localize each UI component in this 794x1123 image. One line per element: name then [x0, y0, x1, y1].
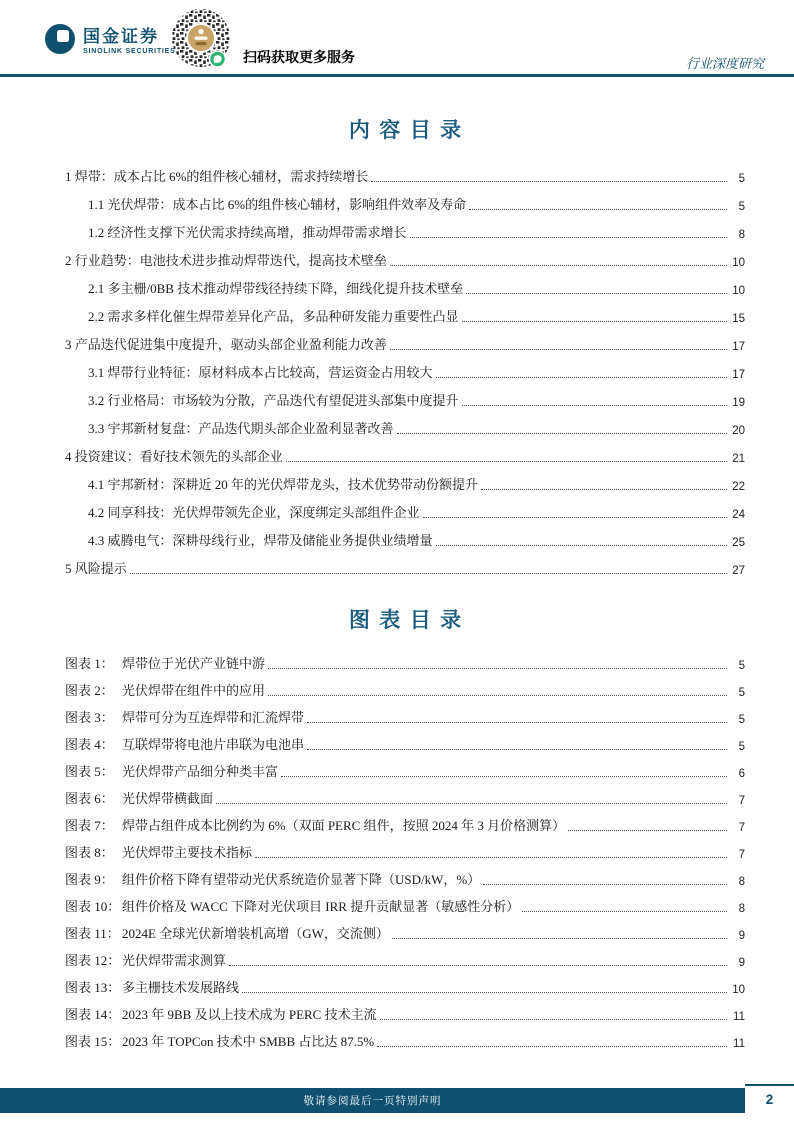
dot-leader — [436, 545, 727, 546]
figure-entry-number: 图表 7： — [65, 818, 114, 833]
dot-leader — [436, 377, 727, 378]
toc-entry[interactable] — [65, 158, 745, 186]
page-number: 2 — [745, 1084, 794, 1113]
figure-entry[interactable] — [65, 727, 745, 754]
dot-leader — [423, 517, 727, 518]
toc-entry-page: 24 — [732, 509, 745, 521]
toc-entry[interactable] — [65, 494, 745, 522]
figure-entry[interactable] — [65, 700, 745, 727]
figure-entry-title: 组件价格及 WACC 下降对光伏项目 IRR 提升贡献显著（敏感性分析） — [122, 899, 520, 914]
dot-leader — [255, 857, 727, 858]
figures-list — [65, 646, 745, 1051]
figure-entry-page: 11 — [733, 1011, 745, 1023]
page-footer — [0, 1084, 794, 1113]
dot-leader — [462, 405, 727, 406]
figure-entry-number: 图表 8： — [65, 845, 114, 860]
toc-entry-page: 10 — [732, 257, 745, 269]
figure-entry[interactable] — [65, 808, 745, 835]
figure-entry-title: 组件价格下降有望带动光伏系统造价显著下降（USD/kW，%） — [122, 872, 481, 887]
figure-entry[interactable] — [65, 943, 745, 970]
figure-entry-title: 光伏焊带横截面 — [122, 791, 214, 806]
sinolink-logo-icon — [44, 23, 76, 55]
figure-entry-number: 图表 12： — [65, 953, 121, 968]
brand-name-en: SINOLINK SECURITIES — [83, 48, 176, 55]
toc-entry[interactable] — [65, 410, 745, 438]
figure-entry-page: 5 — [738, 714, 745, 726]
toc-entry-page: 10 — [732, 285, 745, 297]
dot-leader — [392, 938, 727, 939]
dot-leader — [377, 1046, 727, 1047]
figure-entry[interactable] — [65, 862, 745, 889]
toc-entry-label: 2.1 多主栅/0BB 技术推动焊带线径持续下降，细线化提升技术壁垒 — [88, 281, 464, 296]
toc-entry-label: 2.2 需求多样化催生焊带差异化产品，多品种研发能力重要性凸显 — [88, 309, 459, 324]
figure-entry-title: 光伏焊带需求测算 — [122, 953, 227, 968]
qr-code-icon[interactable] — [171, 5, 233, 76]
figure-entry-title: 多主栅技术发展路线 — [122, 980, 240, 995]
toc-entry[interactable] — [65, 326, 745, 354]
toc-entry-label: 3.3 宇邦新材复盘：产品迭代期头部企业盈利显著改善 — [88, 421, 394, 436]
dot-leader — [268, 695, 727, 696]
page-header — [0, 0, 794, 76]
toc-entry-label: 4 投资建议：看好技术领先的头部企业 — [65, 449, 283, 464]
toc-entry-page: 27 — [732, 565, 745, 577]
figure-entry[interactable] — [65, 997, 745, 1024]
toc-entry-label: 4.1 宇邦新材：深耕近 20 年的光伏焊带龙头，技术优势带动份额提升 — [88, 477, 479, 492]
toc-entry-page: 5 — [738, 201, 745, 213]
figure-entry-page: 6 — [738, 768, 745, 780]
toc-entry-label: 4.3 威腾电气：深耕母线行业，焊带及储能业务提供业绩增量 — [88, 533, 433, 548]
toc-entry[interactable] — [65, 438, 745, 466]
figure-entry-title: 互联焊带将电池片串联为电池串 — [122, 737, 305, 752]
figure-entry-page: 7 — [738, 849, 745, 861]
footer-disclaimer-bar — [0, 1088, 745, 1113]
dot-leader — [390, 349, 727, 350]
toc-entry-label: 3.2 行业格局：市场较为分散，产品迭代有望促进头部集中度提升 — [88, 393, 459, 408]
figure-entry-number: 图表 14： — [65, 1007, 121, 1022]
figure-entry-page: 7 — [738, 795, 745, 807]
toc-entry[interactable] — [65, 298, 745, 326]
toc-entry-label: 2 行业趋势：电池技术进步推动焊带迭代，提高技术壁垒 — [65, 253, 387, 268]
dot-leader — [307, 749, 727, 750]
figure-entry-number: 图表 2： — [65, 683, 114, 698]
figure-entry-title: 2024E 全球光伏新增装机高增（GW，交流侧） — [122, 926, 389, 941]
dot-leader — [281, 776, 727, 777]
toc-entry-label: 4.2 同享科技：光伏焊带领先企业，深度绑定头部组件企业 — [88, 505, 420, 520]
dot-leader — [286, 461, 727, 462]
toc-entry-page: 19 — [732, 397, 745, 409]
figure-entry-number: 图表 4： — [65, 737, 114, 752]
toc-entry-label: 1 焊带：成本占比 6%的组件核心辅材，需求持续增长 — [65, 169, 369, 184]
figure-entry-number: 图表 5： — [65, 764, 114, 779]
figure-entry[interactable] — [65, 916, 745, 943]
figure-entry-page: 5 — [738, 741, 745, 753]
dot-leader — [307, 722, 727, 723]
toc-entry-page: 25 — [732, 537, 745, 549]
figure-entry-number: 图表 3： — [65, 710, 114, 725]
toc-entry-page: 8 — [738, 229, 745, 241]
report-type-label: 行业深度研究 — [685, 56, 764, 71]
qr-caption: 扫码获取更多服务 — [243, 49, 355, 65]
dot-leader — [229, 965, 727, 966]
dot-leader — [469, 209, 727, 210]
figure-entry-page: 8 — [738, 903, 745, 915]
header-divider — [0, 74, 794, 77]
dot-leader — [390, 265, 727, 266]
toc-entry-label: 1.1 光伏焊带：成本占比 6%的组件核心辅材，影响组件效率及寿命 — [88, 197, 467, 212]
toc-entry[interactable] — [65, 242, 745, 270]
figure-entry-title: 2023 年 TOPCon 技术中 SMBB 占比达 87.5% — [122, 1034, 375, 1049]
figure-entry-title: 光伏焊带产品细分种类丰富 — [122, 764, 279, 779]
figure-entry-page: 9 — [738, 930, 745, 942]
toc-entry[interactable] — [65, 382, 745, 410]
dot-leader — [410, 237, 727, 238]
toc-entry[interactable] — [65, 214, 745, 242]
figure-entry-title: 光伏焊带在组件中的应用 — [122, 683, 266, 698]
toc-entry-page: 21 — [732, 453, 745, 465]
toc-entry-page: 17 — [732, 369, 745, 381]
brand-logo — [44, 22, 176, 55]
dot-leader — [397, 433, 727, 434]
figure-entry-title: 2023 年 9BB 及以上技术成为 PERC 技术主流 — [122, 1007, 377, 1022]
figure-entry[interactable] — [65, 835, 745, 862]
brand-text — [83, 22, 176, 55]
figure-entry-title: 焊带位于光伏产业链中游 — [122, 656, 266, 671]
figure-entry-number: 图表 15： — [65, 1034, 121, 1049]
contents-title: 内容目录 — [348, 118, 471, 142]
dot-leader — [522, 911, 727, 912]
dot-leader — [462, 321, 727, 322]
figure-entry-page: 10 — [732, 984, 745, 996]
toc-page-body — [0, 76, 794, 1051]
figure-entry-number: 图表 1： — [65, 656, 114, 671]
figure-entry-number: 图表 11： — [65, 926, 120, 941]
figure-entry-number: 图表 10： — [65, 899, 121, 914]
figure-entry[interactable] — [65, 1024, 745, 1051]
figure-entry-number: 图表 6： — [65, 791, 114, 806]
toc-entry-page: 15 — [732, 313, 745, 325]
figure-entry[interactable] — [65, 781, 745, 808]
dot-leader — [481, 489, 727, 490]
toc-entry[interactable] — [65, 550, 745, 578]
figure-entry-title: 焊带占组件成本比例约为 6%（双面 PERC 组件，按照 2024 年 3 月价格测算） — [122, 818, 566, 833]
dot-leader — [466, 293, 727, 294]
figure-entry-page: 7 — [738, 822, 745, 834]
toc-entry[interactable] — [65, 522, 745, 550]
footer-disclaimer: 敬请参阅最后一页特别声明 — [303, 1096, 442, 1107]
figure-entry-page: 9 — [738, 957, 745, 969]
figure-entry[interactable] — [65, 970, 745, 997]
toc-entry-page: 22 — [732, 481, 745, 493]
toc-entry-page: 17 — [732, 341, 745, 353]
figure-entry[interactable] — [65, 673, 745, 700]
dot-leader — [268, 668, 727, 669]
figure-entry-page: 5 — [738, 660, 745, 672]
figure-entry-page: 5 — [738, 687, 745, 699]
toc-entry-label: 3.1 焊带行业特征：原材料成本占比较高，营运资金占用较大 — [88, 365, 433, 380]
figure-entry[interactable] — [65, 889, 745, 916]
dot-leader — [568, 830, 727, 831]
toc-entry[interactable] — [65, 270, 745, 298]
toc-entry[interactable] — [65, 466, 745, 494]
toc-entry-label: 1.2 经济性支撑下光伏需求持续高增，推动焊带需求增长 — [88, 225, 407, 240]
figure-entry[interactable] — [65, 754, 745, 781]
figure-entry-title: 焊带可分为互连焊带和汇流焊带 — [122, 710, 305, 725]
figure-entry-page: 11 — [733, 1038, 745, 1050]
figures-title: 图表目录 — [348, 608, 471, 632]
dot-leader — [483, 884, 727, 885]
toc-entry-label: 5 风险提示 — [65, 561, 127, 576]
brand-name-cn: 国金证券 — [83, 27, 159, 46]
dot-leader — [380, 1019, 727, 1020]
figure-entry-number: 图表 9： — [65, 872, 114, 887]
toc-entry[interactable] — [65, 186, 745, 214]
figure-entry[interactable] — [65, 646, 745, 673]
toc-entry-page: 20 — [732, 425, 745, 437]
figure-entry-number: 图表 13： — [65, 980, 121, 995]
dot-leader — [130, 573, 727, 574]
figure-entry-title: 光伏焊带主要技术指标 — [122, 845, 253, 860]
toc-entry[interactable] — [65, 354, 745, 382]
figure-entry-page: 8 — [738, 876, 745, 888]
dot-leader — [216, 803, 727, 804]
contents-list — [65, 158, 745, 578]
toc-entry-label: 3 产品迭代促进集中度提升，驱动头部企业盈利能力改善 — [65, 337, 387, 352]
dot-leader — [242, 992, 727, 993]
toc-entry-page: 5 — [738, 173, 745, 185]
dot-leader — [371, 181, 727, 182]
